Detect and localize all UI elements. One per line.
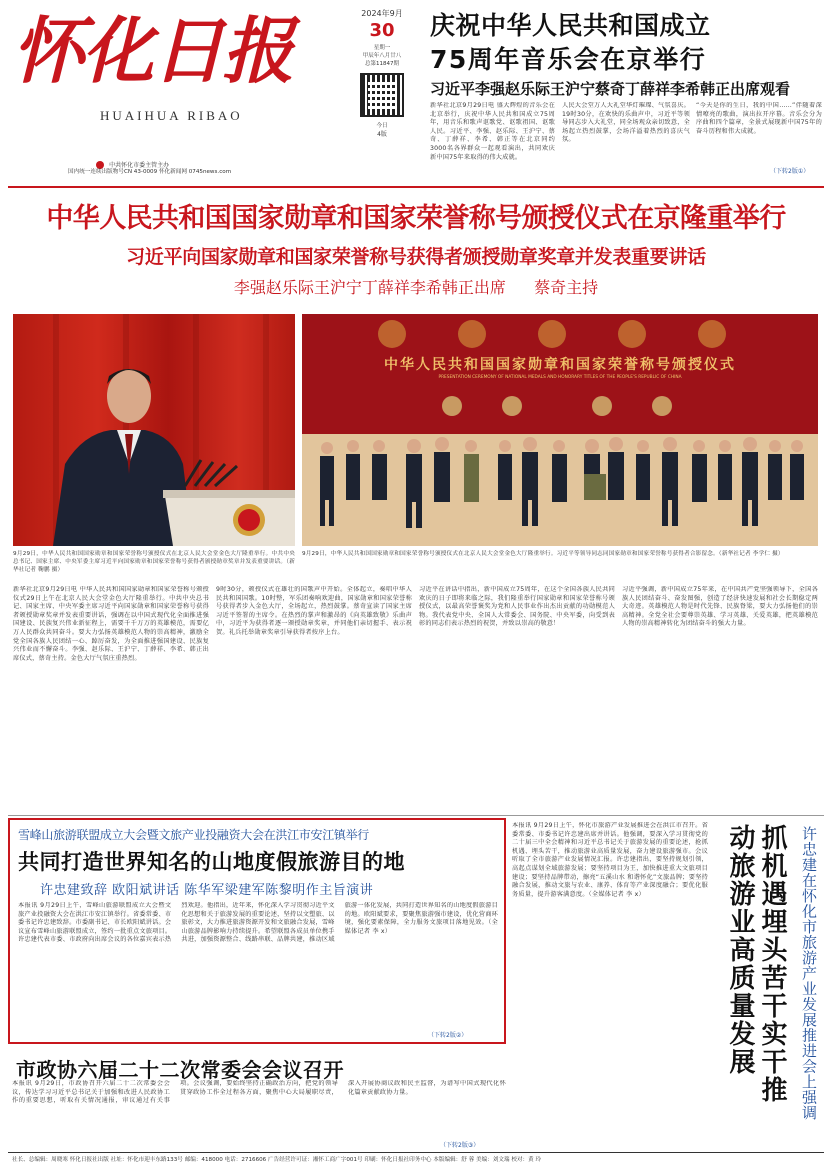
date-box	[346, 8, 418, 180]
caption-2: 9月29日，中华人民共和国国家勋章和国家荣誉称号颁授仪式在北京人民大会堂金色大厅隆重举行。习近平等领导同志同国家勋章和国家荣誉称号获得者合影留念。（新华社记者 李学仁 摄）	[302, 551, 784, 557]
bottom-story-title: 市政协六届二十二次常委会会议召开	[16, 1058, 344, 1082]
main-col-1: 新华社北京9月29日电 中华人民共和国国家勋章和国家荣誉称号颁授仪式29日上午在北京人民大会堂金色大厅隆重举行。中共中央总书记、国家主席、中央军委主席习近平向国家勋章和国家荣誉称号获得者颁授勋章奖章并发表重要讲话，强调在以中国式现代化全面推进强国建设、民族复兴伟业新征程上，需要千千万万的英雄模范，需要亿万人民群众共同奋斗。要大力弘扬英雄模范人物的崇高精神，激励全党全国各族人民团结一心、踔厉奋发，为全面推进强国建设、民族复兴伟业而不懈奋斗。李强、赵乐际、王沪宁、丁薛祥、李希、韩正出席仪式，蔡奇主持。金色大厅气氛庄重热烈。	[13, 586, 209, 662]
top-story-subtitle: 习近平李强赵乐际王沪宁蔡奇丁薛祥李希韩正出席观看	[430, 80, 791, 98]
date-year-month: 2024年9月	[361, 9, 403, 18]
local-story-box[interactable]	[8, 818, 506, 1044]
local-story-kicker: 雪峰山旅游联盟成立大会暨文旅产业投融资大会在洪江市安江镇举行	[18, 828, 370, 842]
local-story-body: 本报讯 9月29日上午，雪峰山旅游联盟成立大会暨文旅产业投融资大会在洪江市安江镇举行。省委常委、市委书记许忠建致辞。市委副书记、市长欧阳斌讲话。会议宣布雪峰山旅游联盟成立，签约一批重点文旅项目。许忠建代表市委、市政府向出席会议的各位嘉宾表示热烈欢迎。他指出，近年来，怀化深入学习贯彻习近平文化思想和关于旅游发展的重要论述，坚持以文塑旅、以旅彰文，大力推进旅游资源开发和文旅融合发展，雪峰山旅游品牌影响力持续提升。希望联盟各成员单位携手共进，加强资源整合、线路串联、品牌共建，推动区域旅游一体化发展，共同打造世界知名的山地度假旅游目的地。欧阳斌要求，要聚焦旅游强市建设，优化营商环境，强化要素保障，全力服务文旅项目落地见效。（全媒体记者 李 x）	[18, 902, 498, 944]
weekday: 星期一	[373, 45, 391, 51]
group-photo-illustration	[302, 314, 818, 546]
top-story-continued[interactable]: （下转2版①）	[770, 168, 810, 175]
footer-text: 社长、总编辑：周晓寒 怀化日报社出版 社址：怀化市迎丰东路133号 邮编：418000 电话：2716606 广告经营许可证：湘怀工商广字001号 印刷：怀化日报社印务中心 本版编辑：舒 蓉 美编：刘文瑞 校对：黄 玲	[12, 1157, 542, 1163]
side-story-body: 本报讯 9月29日上午，怀化市旅游产业发展推进会在洪江市召开。省委常委、市委书记许忠建出席并讲话。他强调，要深入学习贯彻党的二十届三中全会精神和习近平总书记关于旅游发展的重要论述，抢抓机遇、埋头苦干，推动旅游业高质量发展，奋力建设旅游强市。会议听取了全市旅游产业发展情况汇报。许忠建指出，要坚持规划引领，高起点谋划全域旅游发展；要坚持项目为王，加快推进重大文旅项目建设；要坚持品牌带动，擦亮“五溪山水 和谐怀化”文旅品牌；要坚持融合发展，推动文旅与农业、康养、体育等产业深度融合；要优化服务质量，提升游客满意度。（全媒体记者 李 x）	[512, 822, 708, 898]
bottom-story-body: 本报讯 9月29日，市政协召开六届二十二次常委会会议，传达学习习近平总书记关于加强和改进人民政协工作的重要思想，听取有关情况通报，审议通过有关事项。会议强调，要始终坚持正确政治方向，把党的领导贯穿政协工作全过程各方面，聚焦中心大局履职尽责，深入开展协商议政和民主监督，为谱写中国式现代化怀化篇章贡献政协力量。	[12, 1080, 506, 1105]
section-divider	[8, 815, 824, 816]
main-story-attendees: 李强赵乐际王沪宁丁薛祥李希韩正出席	[233, 278, 506, 297]
top-story-title-2: 75周年音乐会在京举行	[430, 45, 707, 74]
main-col-2: 9时30分，颁授仪式在雄壮的国歌声中开始。全体起立，奏唱中华人民共和国国歌。10时整，军乐团奏响欢迎曲，国家勋章和国家荣誉称号获得者步入金色大厅，全场起立，热烈鼓掌。蔡奇宣读了国家主席习近平签署的主席令。在热烈的掌声和激昂的《向英雄致敬》乐曲声中，习近平为获得者逐一颁授勋章奖章，并同他们亲切握手、表示祝贺。礼兵托举勋章奖章引导获得者按序上台。	[216, 586, 412, 636]
footer-rule	[8, 1152, 824, 1153]
issn-line: 国内统一连续出版物号CN 43-0009 怀化新闻网 0745news.com	[68, 169, 232, 175]
pages-label: 今日	[376, 123, 388, 129]
ceremony-banner: 中华人民共和国国家勋章和国家荣誉称号颁授仪式	[384, 357, 736, 373]
date-day: 30	[369, 20, 395, 41]
top-story-col-1: 新华社北京9月29日电 盛大辉煌的音乐会在北京举行，庆祝中华人民共和国成立75周年，用音乐和歌声讴歌党、讴歌祖国、讴歌人民。习近平、李强、赵乐际、王沪宁、蔡奇、丁薛祥、李希、韩正等在北京同约3000名各界群众一起观看演出，共同欢庆新中国75年来取得的伟大成就。	[430, 102, 555, 161]
main-story-attendees-line	[12, 275, 820, 298]
photo-xi-speech[interactable]	[13, 314, 295, 546]
main-story-title: 中华人民共和国国家勋章和国家荣誉称号颁授仪式在京隆重举行	[46, 203, 786, 234]
main-col-4: 习近平强调，新中国成立75年来，在中国共产党坚强领导下，全国各族人民团结奋斗、奋发图强，创造了经济快速发展和社会长期稳定两大奇迹。英雄模范人物是时代先锋、民族脊梁，要大力弘扬他们的崇高精神。全党全社会要尊崇英雄、学习英雄、关爱英雄，把英雄模范人物的崇高精神转化为团结奋斗的强大力量。	[622, 586, 818, 628]
photo-group[interactable]	[302, 314, 818, 546]
logo-text: 怀化日报	[12, 8, 293, 93]
side-story-kicker: 许忠建在怀化市旅游产业发展推进会上强调	[800, 826, 818, 1121]
side-story-title: 抓机遇埋头苦干实干推动旅游业高质量发展	[725, 824, 787, 1104]
top-story-col-3: “今天是你的生日，我的中国……”伴随着深情嘹亮的歌曲，演出拉开序幕。音乐会分为序曲和四个篇章，全景式展现新中国75年的奋斗历程和伟大成就。	[696, 102, 822, 135]
bottom-story-continued[interactable]: （下转2版③）	[440, 1142, 480, 1149]
main-story-subtitle: 习近平向国家勋章和国家荣誉称号获得者颁授勋章奖章并发表重要讲话	[126, 246, 706, 268]
local-story-continued[interactable]: （下转2版②）	[428, 1032, 468, 1039]
publisher: 中共怀化市委主管主办	[109, 162, 170, 169]
masthead-logo	[12, 4, 330, 123]
masthead-divider	[8, 186, 824, 188]
lunar-date: 甲辰年八月廿八	[362, 53, 402, 59]
caption-1: 9月29日，中华人民共和国国家勋章和国家荣誉称号颁授仪式在北京人民大会堂金色大厅隆重举行。中共中央总书记、国家主席、中央军委主席习近平向国家勋章和国家荣誉称号获得者颁授勋章奖章并发表重要讲话。（新华社记者 鞠鹏 摄）	[13, 551, 295, 573]
ceremony-banner-en: PRESENTATION CEREMONY OF NATIONAL MEDALS AND HONORARY TITLES OF THE PEOPLE'S REPUBLIC OF CHINA	[438, 375, 682, 380]
main-col-3: 习近平在讲话中指出，新中国成立75周年，在这个全国各族人民共同欢庆的日子即将来临之际，我们隆重举行国家勋章和国家荣誉称号颁授仪式，以最高荣誉褒奖为党和人民事业作出杰出贡献的功勋模范人物。我代表党中央、全国人大常委会、国务院、中央军委，向受到表彰的同志们表示热烈的祝贺，并致以崇高的敬意！	[419, 586, 615, 628]
pages-count: 4版	[377, 131, 387, 138]
top-story-col-2: 人民大会堂万人大礼堂华灯璀璨、气氛喜庆。19时30分，在欢快的乐曲声中，习近平等领导同志步入大礼堂，同全场观众亲切致意，全场起立热烈鼓掌，会场洋溢着热烈的喜庆气氛。	[562, 102, 690, 144]
local-story-subtitle: 许忠建致辞 欧阳斌讲话 陈华军梁建军陈黎明作主旨演讲	[40, 883, 374, 898]
local-story-title: 共同打造世界知名的山地度假旅游目的地	[18, 850, 405, 874]
logo-pinyin: HUAIHUA RIBAO	[100, 108, 243, 123]
qr-code-icon	[360, 73, 404, 117]
main-story-host: 蔡奇主持	[534, 278, 599, 297]
issue-number: 总第11847期	[365, 61, 399, 67]
top-story-title-1: 庆祝中华人民共和国成立	[430, 11, 711, 40]
speech-photo-illustration	[13, 314, 295, 546]
